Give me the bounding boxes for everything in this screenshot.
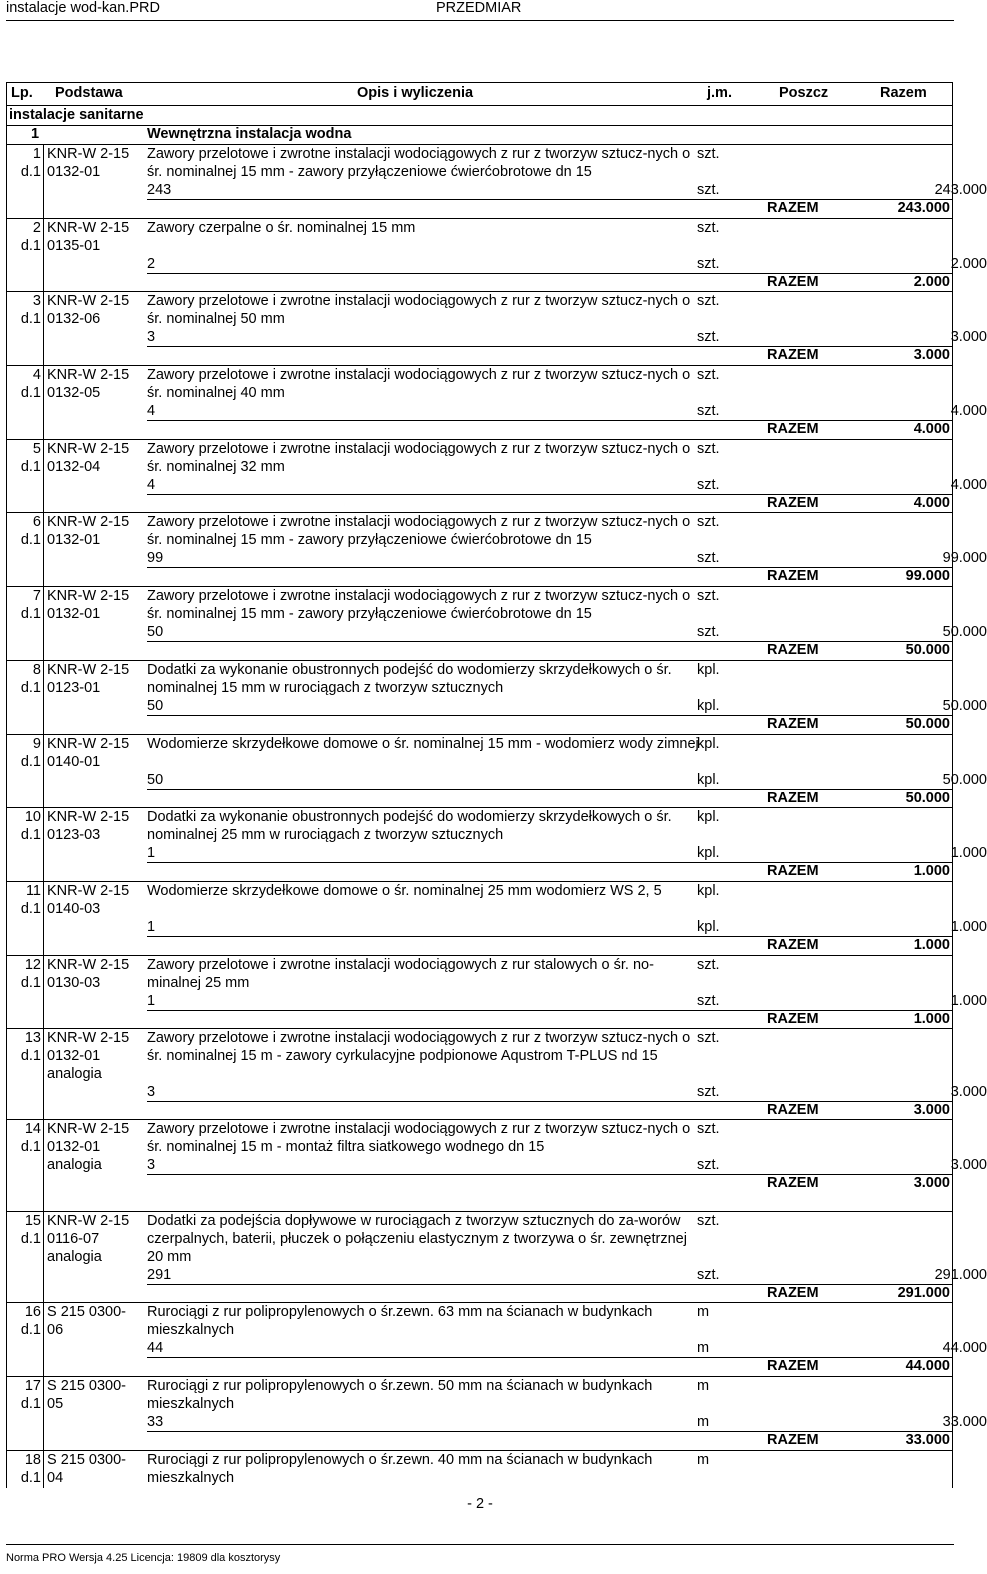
razem-value: 50.000 <box>905 642 950 658</box>
razem-label: RAZEM <box>767 495 819 511</box>
razem-value: 4.000 <box>913 421 950 437</box>
item-description: Zawory przelotowe i zwrotne instalacji wodociągowych z rur z tworzyw sztucz-nych o śr. nominalnej 32 mm <box>147 441 691 475</box>
calc-row <box>147 402 987 420</box>
razem-label: RAZEM <box>767 1011 819 1027</box>
item-unit: szt. <box>697 1213 720 1229</box>
razem-label: RAZEM <box>767 937 819 953</box>
file-name: instalacje wod-kan.PRD <box>6 0 160 16</box>
item-description: Zawory przelotowe i zwrotne instalacji wodociągowych z rur z tworzyw sztucz-nych o śr. nominalnej 15 mm - zawory przyłączeniowe ćwierćobrotowe dn 15 <box>147 588 691 622</box>
calc-row <box>147 181 987 199</box>
razem-label: RAZEM <box>767 790 819 806</box>
item-basis: KNR-W 2-15 0132-01 <box>47 146 130 180</box>
calc-row <box>147 1266 987 1284</box>
table-row <box>6 1029 987 1120</box>
razem-value: 1.000 <box>913 937 950 953</box>
item-unit: kpl. <box>697 736 720 752</box>
item-number: 15 <box>24 1213 41 1229</box>
item-suffix: d.1 <box>20 459 41 475</box>
item-number: 11 <box>25 883 41 899</box>
col-total: Razem <box>880 85 927 101</box>
item-basis: KNR-W 2-15 0123-03 <box>47 809 130 843</box>
sum-row <box>147 494 952 512</box>
sum-row <box>147 641 952 659</box>
table-row <box>6 366 987 440</box>
item-basis: KNR-W 2-15 0130-03 <box>47 957 130 991</box>
calc-value: 291.000 <box>934 1267 987 1283</box>
calc-value: 1.000 <box>950 919 987 935</box>
item-unit: m <box>697 1378 710 1394</box>
calc-row <box>147 549 987 567</box>
item-number: 7 <box>32 588 41 604</box>
calc-value: 50.000 <box>942 772 987 788</box>
razem-label: RAZEM <box>767 200 819 216</box>
calc-unit: szt. <box>697 1267 720 1283</box>
sum-row <box>147 420 952 438</box>
razem-value: 2.000 <box>913 274 950 290</box>
col-lp: Lp. <box>11 85 33 101</box>
table-row <box>6 1451 953 1488</box>
table-row <box>6 882 987 956</box>
razem-label: RAZEM <box>767 1102 819 1118</box>
table-row <box>6 587 987 661</box>
calc-expression: 50 <box>147 772 164 788</box>
sum-row <box>147 715 952 733</box>
razem-label: RAZEM <box>767 568 819 584</box>
calc-unit: szt. <box>697 1157 720 1173</box>
table-row <box>6 1212 987 1303</box>
item-number: 18 <box>24 1452 41 1468</box>
item-unit: kpl. <box>697 809 720 825</box>
calc-value: 4.000 <box>950 403 987 419</box>
item-unit: szt. <box>697 514 720 530</box>
item-unit: szt. <box>697 367 720 383</box>
calc-value: 4.000 <box>950 477 987 493</box>
razem-value: 3.000 <box>913 1175 950 1191</box>
calc-expression: 3 <box>147 1157 156 1173</box>
calc-row <box>147 1156 987 1174</box>
table-row <box>6 440 987 513</box>
item-basis: KNR-W 2-15 0116-07 analogia <box>47 1213 130 1265</box>
calc-row <box>147 623 987 641</box>
item-description: Dodatki za wykonanie obustronnych podejść do wodomierzy skrzydełkowych o śr. nominalnej 15 mm w rurociągach z tworzyw sztucznych <box>147 662 672 696</box>
estimate-table <box>6 82 987 1488</box>
item-number: 1 <box>32 146 41 162</box>
item-unit: szt. <box>697 220 720 236</box>
item-number: 2 <box>32 220 41 236</box>
calc-unit: szt. <box>697 1084 720 1100</box>
item-basis: S 215 0300- 06 <box>47 1304 127 1338</box>
sum-row <box>147 1101 952 1119</box>
calc-value: 3.000 <box>950 329 987 345</box>
calc-value: 3.000 <box>950 1157 987 1173</box>
razem-value: 3.000 <box>913 347 950 363</box>
calc-unit: szt. <box>697 182 720 198</box>
calc-expression: 99 <box>147 550 164 566</box>
sum-row <box>147 567 952 585</box>
item-basis: KNR-W 2-15 0132-01 analogia <box>47 1121 130 1173</box>
sum-row <box>147 1431 952 1449</box>
item-basis: KNR-W 2-15 0132-04 <box>47 441 130 475</box>
razem-label: RAZEM <box>767 1358 819 1374</box>
item-unit: szt. <box>697 146 720 162</box>
lp-cell <box>7 440 44 512</box>
item-description: Wodomierze skrzydełkowe domowe o śr. nominalnej 25 mm wodomierz WS 2, 5 <box>147 883 662 899</box>
lp-cell <box>7 956 44 1028</box>
razem-value: 33.000 <box>905 1432 950 1448</box>
header-rule <box>6 20 954 21</box>
calc-unit: szt. <box>697 993 720 1009</box>
calc-value: 50.000 <box>942 624 987 640</box>
razem-value: 1.000 <box>913 863 950 879</box>
lp-cell <box>7 808 44 881</box>
item-basis: S 215 0300- 04 <box>47 1452 127 1486</box>
section-row <box>6 106 953 126</box>
item-number: 17 <box>24 1378 41 1394</box>
table-row <box>6 808 987 882</box>
item-unit: m <box>697 1304 710 1320</box>
item-unit: kpl. <box>697 662 720 678</box>
calc-row <box>147 697 987 715</box>
item-unit: kpl. <box>697 883 720 899</box>
lp-cell <box>7 292 44 365</box>
item-suffix: d.1 <box>20 1231 41 1247</box>
item-basis: KNR-W 2-15 0132-01 <box>47 514 130 548</box>
item-description: Zawory przelotowe i zwrotne instalacji wodociągowych z rur z tworzyw sztucz-nych o śr. nominalnej 15 m - montaż filtra siatkowego wodnego dn 15 <box>147 1121 691 1155</box>
razem-label: RAZEM <box>767 1175 819 1191</box>
footer-rule <box>6 1544 954 1545</box>
item-unit: szt. <box>697 293 720 309</box>
item-number: 9 <box>32 736 41 752</box>
calc-unit: szt. <box>697 624 720 640</box>
item-basis: KNR-W 2-15 0132-01 <box>47 588 130 622</box>
calc-value: 99.000 <box>942 550 987 566</box>
calc-row <box>147 328 987 346</box>
calc-unit: m <box>697 1340 710 1356</box>
item-number: 5 <box>32 441 41 457</box>
table-row <box>6 1303 987 1377</box>
item-suffix: d.1 <box>20 827 41 843</box>
calc-value: 243.000 <box>934 182 987 198</box>
col-unit: j.m. <box>707 85 732 101</box>
razem-value: 243.000 <box>897 200 950 216</box>
item-basis: KNR-W 2-15 0132-01 analogia <box>47 1030 130 1082</box>
calc-unit: kpl. <box>697 772 720 788</box>
razem-value: 3.000 <box>913 1102 950 1118</box>
sum-row <box>147 1357 952 1375</box>
page-number: - 2 - <box>467 1496 493 1512</box>
lp-cell <box>7 1377 44 1450</box>
item-description: Rurociągi z rur polipropylenowych o śr.zewn. 63 mm na ścianach w budynkach mieszkalnych <box>147 1304 653 1338</box>
item-suffix: d.1 <box>20 975 41 991</box>
table-row <box>6 661 987 735</box>
sum-row <box>147 1174 952 1192</box>
calc-unit: szt. <box>697 477 720 493</box>
calc-expression: 1 <box>147 919 156 935</box>
calc-row <box>147 771 987 789</box>
calc-row <box>147 1339 987 1357</box>
item-basis: KNR-W 2-15 0140-01 <box>47 736 130 770</box>
razem-value: 99.000 <box>905 568 950 584</box>
item-unit: szt. <box>697 588 720 604</box>
table-row <box>6 513 987 587</box>
calc-expression: 33 <box>147 1414 164 1430</box>
item-unit: szt. <box>697 957 720 973</box>
calc-row <box>147 255 987 273</box>
item-suffix: d.1 <box>20 164 41 180</box>
lp-cell <box>7 1451 44 1488</box>
calc-expression: 50 <box>147 624 164 640</box>
item-suffix: d.1 <box>20 1139 41 1155</box>
item-number: 14 <box>24 1121 41 1137</box>
group-row <box>6 126 953 145</box>
table-header <box>6 82 953 106</box>
calc-row <box>147 1413 987 1431</box>
calc-row <box>147 992 987 1010</box>
item-suffix: d.1 <box>20 311 41 327</box>
calc-unit: szt. <box>697 329 720 345</box>
item-description: Zawory przelotowe i zwrotne instalacji wodociągowych z rur z tworzyw sztucz-nych o śr. nominalnej 15 m - zawory cyrkulacyjne podpionowe Aqustrom T-PLUS nd 15 <box>147 1030 691 1064</box>
calc-expression: 243 <box>147 182 172 198</box>
item-description: Zawory przelotowe i zwrotne instalacji wodociągowych z rur z tworzyw sztucz-nych o śr. nominalnej 40 mm <box>147 367 691 401</box>
calc-expression: 50 <box>147 698 164 714</box>
item-suffix: d.1 <box>20 754 41 770</box>
page-header <box>6 0 954 20</box>
razem-label: RAZEM <box>767 716 819 732</box>
calc-value: 1.000 <box>950 993 987 1009</box>
item-description: Zawory przelotowe i zwrotne instalacji wodociągowych z rur z tworzyw sztucz-nych o śr. nominalnej 15 mm - zawory przyłączeniowe ćwierćobrotowe dn 15 <box>147 514 691 548</box>
item-description: Wodomierze skrzydełkowe domowe o śr. nominalnej 15 mm - wodomierz wody zimnej <box>147 736 699 752</box>
razem-value: 4.000 <box>913 495 950 511</box>
sum-row <box>147 789 952 807</box>
item-description: Dodatki za podejścia dopływowe w rurociągach z tworzyw sztucznych do za-worów czerpalnych, baterii, płuczek o połączeniu elastycznym z tworzywa o śr. zewnętrznej 20 mm <box>147 1213 687 1265</box>
razem-label: RAZEM <box>767 274 819 290</box>
item-description: Zawory przelotowe i zwrotne instalacji wodociągowych z rur stalowych o śr. no-minalnej 25 mm <box>147 957 654 991</box>
calc-row <box>147 476 987 494</box>
table-row <box>6 956 987 1029</box>
item-number: 3 <box>32 293 41 309</box>
item-number: 4 <box>32 367 41 383</box>
item-description: Zawory przelotowe i zwrotne instalacji wodociągowych z rur z tworzyw sztucz-nych o śr. nominalnej 15 mm - zawory przyłączeniowe ćwierćobrotowe dn 15 <box>147 146 691 180</box>
item-suffix: d.1 <box>20 1048 41 1064</box>
calc-unit: kpl. <box>697 919 720 935</box>
razem-label: RAZEM <box>767 642 819 658</box>
calc-value: 1.000 <box>950 845 987 861</box>
item-suffix: d.1 <box>20 532 41 548</box>
document-title: PRZEDMIAR <box>436 0 522 16</box>
calc-value: 3.000 <box>950 1084 987 1100</box>
group-number: 1 <box>31 126 40 142</box>
calc-unit: szt. <box>697 256 720 272</box>
calc-value: 2.000 <box>950 256 987 272</box>
calc-value: 50.000 <box>942 698 987 714</box>
calc-value: 33.000 <box>942 1414 987 1430</box>
item-suffix: d.1 <box>20 680 41 696</box>
table-row <box>6 292 987 366</box>
calc-expression: 2 <box>147 256 156 272</box>
lp-cell <box>7 661 44 734</box>
item-basis: KNR-W 2-15 0132-06 <box>47 293 130 327</box>
section-title: instalacje sanitarne <box>9 107 144 123</box>
item-description: Dodatki za wykonanie obustronnych podejść do wodomierzy skrzydełkowych o śr. nominalnej 25 mm w rurociągach z tworzyw sztucznych <box>147 809 672 843</box>
item-number: 12 <box>24 957 41 973</box>
sum-row <box>147 936 952 954</box>
col-desc: Opis i wyliczenia <box>357 85 474 101</box>
lp-cell <box>7 366 44 439</box>
lp-cell <box>7 587 44 660</box>
sum-row <box>147 273 952 291</box>
item-unit: szt. <box>697 441 720 457</box>
calc-expression: 4 <box>147 477 156 493</box>
group-title: Wewnętrzna instalacja wodna <box>147 126 352 142</box>
razem-value: 50.000 <box>905 716 950 732</box>
calc-expression: 1 <box>147 845 156 861</box>
item-unit: szt. <box>697 1030 720 1046</box>
sum-row <box>147 1284 952 1302</box>
calc-unit: szt. <box>697 403 720 419</box>
col-basis: Podstawa <box>55 85 123 101</box>
razem-value: 1.000 <box>913 1011 950 1027</box>
item-description: Zawory czerpalne o śr. nominalnej 15 mm <box>147 220 416 236</box>
calc-row <box>147 844 987 862</box>
items-container <box>6 145 987 1488</box>
calc-unit: kpl. <box>697 845 720 861</box>
lp-cell <box>7 735 44 807</box>
calc-unit: szt. <box>697 550 720 566</box>
item-suffix: d.1 <box>20 606 41 622</box>
item-suffix: d.1 <box>20 1322 41 1338</box>
item-unit: m <box>697 1452 710 1468</box>
table-row <box>6 1377 987 1451</box>
sum-row <box>147 1010 952 1028</box>
table-row <box>6 735 987 808</box>
sum-row <box>147 199 952 217</box>
razem-label: RAZEM <box>767 1285 819 1301</box>
item-number: 6 <box>32 514 41 530</box>
razem-label: RAZEM <box>767 347 819 363</box>
lp-cell <box>7 1029 44 1119</box>
calc-expression: 3 <box>147 329 156 345</box>
item-number: 16 <box>24 1304 41 1320</box>
lp-cell <box>7 145 44 218</box>
lp-cell <box>7 219 44 291</box>
calc-row <box>147 1083 987 1101</box>
item-suffix: d.1 <box>20 1470 41 1486</box>
item-basis: KNR-W 2-15 0140-03 <box>47 883 130 917</box>
item-suffix: d.1 <box>20 238 41 254</box>
item-number: 13 <box>24 1030 41 1046</box>
razem-value: 291.000 <box>897 1285 950 1301</box>
item-number: 10 <box>24 809 41 825</box>
table-row <box>6 219 987 292</box>
lp-cell <box>7 513 44 586</box>
item-description: Rurociągi z rur polipropylenowych o śr.zewn. 50 mm na ścianach w budynkach mieszkalnych <box>147 1378 653 1412</box>
calc-row <box>147 918 987 936</box>
calc-unit: kpl. <box>697 698 720 714</box>
item-suffix: d.1 <box>20 901 41 917</box>
calc-expression: 1 <box>147 993 156 1009</box>
item-description: Rurociągi z rur polipropylenowych o śr.zewn. 40 mm na ścianach w budynkach mieszkalnych <box>147 1452 653 1486</box>
item-basis: KNR-W 2-15 0132-05 <box>47 367 130 401</box>
lp-cell <box>7 1303 44 1376</box>
item-basis: KNR-W 2-15 0135-01 <box>47 220 130 254</box>
sum-row <box>147 346 952 364</box>
calc-expression: 44 <box>147 1340 164 1356</box>
lp-cell <box>7 1212 44 1302</box>
razem-label: RAZEM <box>767 863 819 879</box>
footer-text: Norma PRO Wersja 4.25 Licencja: 19809 dla kosztorysy <box>6 1552 281 1564</box>
calc-expression: 3 <box>147 1084 156 1100</box>
item-suffix: d.1 <box>20 385 41 401</box>
razem-label: RAZEM <box>767 1432 819 1448</box>
table-row <box>6 145 987 219</box>
lp-cell <box>7 882 44 955</box>
item-basis: KNR-W 2-15 0123-01 <box>47 662 130 696</box>
razem-value: 50.000 <box>905 790 950 806</box>
table-row <box>6 1120 987 1212</box>
item-number: 8 <box>32 662 41 678</box>
calc-expression: 4 <box>147 403 156 419</box>
razem-value: 44.000 <box>905 1358 950 1374</box>
item-description: Zawory przelotowe i zwrotne instalacji wodociągowych z rur z tworzyw sztucz-nych o śr. nominalnej 50 mm <box>147 293 691 327</box>
lp-cell <box>7 1120 44 1211</box>
item-basis: S 215 0300- 05 <box>47 1378 127 1412</box>
item-suffix: d.1 <box>20 1396 41 1412</box>
razem-label: RAZEM <box>767 421 819 437</box>
calc-value: 44.000 <box>942 1340 987 1356</box>
item-unit: szt. <box>697 1121 720 1137</box>
calc-expression: 291 <box>147 1267 172 1283</box>
calc-unit: m <box>697 1414 710 1430</box>
sum-row <box>147 862 952 880</box>
col-qty: Poszcz <box>779 85 829 101</box>
